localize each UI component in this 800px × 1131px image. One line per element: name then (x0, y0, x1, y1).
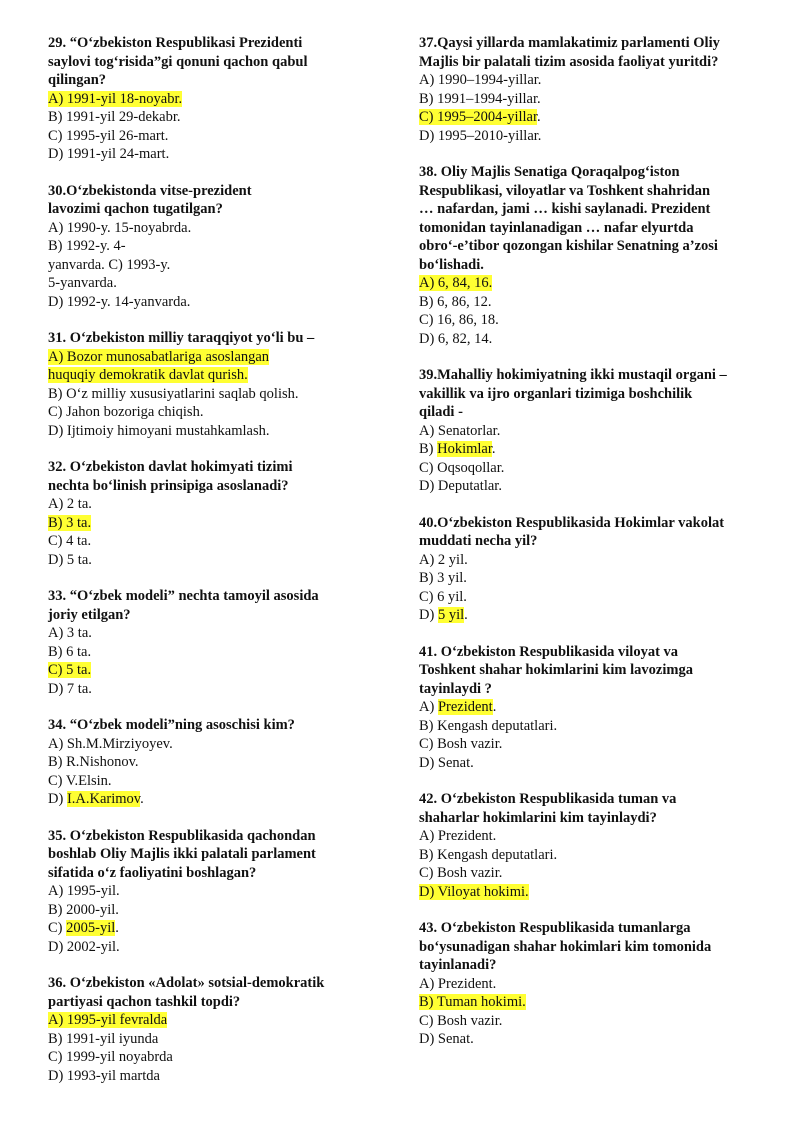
highlighted-answer: A) 6, 84, 16. (419, 275, 493, 291)
question-text (419, 514, 764, 551)
right-column (419, 34, 764, 1067)
answer-option (48, 882, 378, 901)
question-line: 38. Oliy Majlis Senatiga Qoraqalpog‘iston (419, 164, 680, 180)
option-text: . (140, 791, 144, 807)
option-text: D) 5 ta. (48, 551, 92, 568)
highlighted-answer: huquqiy demokratik davlat qurish. (48, 367, 248, 383)
highlighted-answer: C) 5 ta. (48, 662, 92, 678)
highlighted-answer: I.A.Karimov (66, 791, 141, 807)
question-line: 37.Qaysi yillarda mamlakatimiz parlamenti Oliy (419, 35, 720, 51)
question-line: boshlab Oliy Majlis ikki palatali parlament (48, 846, 316, 862)
question-block (419, 366, 764, 496)
answer-option (48, 90, 378, 109)
question-line: 43. O‘zbekiston Respublikasida tumanlarga (419, 920, 691, 936)
question-text (419, 366, 764, 422)
question-line: muddati necha yil? (419, 533, 538, 549)
answer-option (48, 790, 378, 809)
answer-option (48, 403, 378, 422)
option-text: C) 1995-yil 26-mart. (48, 127, 169, 144)
highlighted-answer: C) 1995–2004-yillar (419, 109, 538, 125)
question-text (419, 790, 764, 827)
answer-option (419, 827, 764, 846)
question-line: 35. O‘zbekiston Respublikasida qachondan (48, 827, 316, 844)
answer-option (48, 551, 378, 570)
option-text: A) 2 yil. (419, 551, 468, 568)
question-block (419, 919, 764, 1049)
question-block (48, 34, 378, 164)
option-text: C) 4 ta. (48, 533, 92, 549)
option-text: yanvarda. C) 1993-y. (48, 256, 171, 273)
option-text: C) 6 yil. (419, 588, 467, 605)
question-line: shaharlar hokimlarini kim tayinlaydi? (419, 809, 657, 826)
question-line: partiyasi qachon tashkil topdi? (48, 993, 241, 1010)
question-block (419, 163, 764, 348)
question-line: 39.Mahalliy hokimiyatning ikki mustaqil organi – (419, 367, 727, 383)
answer-option (48, 753, 378, 772)
question-line: vakillik va ijro organlari tizimiga boshchilik (419, 385, 693, 402)
answer-option (419, 440, 764, 459)
answer-option (419, 422, 764, 441)
option-text: C) Bosh vazir. (419, 865, 503, 881)
option-text: D) 7 ta. (48, 680, 92, 697)
answer-option (419, 330, 764, 349)
question-text (419, 643, 764, 699)
question-line: joriy etilgan? (48, 606, 131, 623)
answer-option (48, 495, 378, 514)
answer-option (48, 127, 378, 146)
option-text: B) 1991-yil 29-dekabr. (48, 109, 181, 125)
option-text: D) (48, 791, 67, 807)
answer-option (419, 127, 764, 146)
answer-option (419, 846, 764, 865)
question-text (48, 182, 378, 219)
answer-option (419, 975, 764, 994)
option-text: A) 2 ta. (48, 496, 92, 512)
highlighted-answer: 5 yil (437, 607, 465, 623)
question-block (48, 716, 378, 809)
option-text: D) Deputatlar. (419, 478, 502, 494)
answer-option (419, 606, 764, 625)
option-text: B) Kengash deputatlari. (419, 846, 558, 863)
answer-option (419, 864, 764, 883)
option-text: B) 6 ta. (48, 643, 92, 660)
highlighted-answer: A) 1995-yil fevralda (48, 1012, 168, 1028)
option-text: D) 1995–2010-yillar. (419, 127, 542, 144)
answer-option (419, 588, 764, 607)
answer-option (48, 293, 378, 312)
question-block (48, 974, 378, 1085)
answer-option (48, 366, 378, 385)
highlighted-answer: 2005-yil (66, 920, 116, 936)
highlighted-answer: B) 3 ta. (48, 514, 92, 531)
option-text: B) Kengash deputatlari. (419, 717, 558, 734)
answer-option (48, 643, 378, 662)
option-text: B) 1992-y. 4- (48, 238, 126, 254)
question-block (419, 643, 764, 773)
option-text: A) 3 ta. (48, 625, 92, 641)
answer-option (48, 274, 378, 293)
option-text: B) 1991–1994-yillar. (419, 90, 541, 107)
answer-option (48, 735, 378, 754)
option-text: A) Sh.M.Mirziyoyev. (48, 735, 173, 752)
option-text: D) 1991-yil 24-mart. (48, 146, 170, 162)
question-text (419, 919, 764, 975)
question-line: 34. “O‘zbek modeli”ning asoschisi kim? (48, 717, 295, 733)
option-text: B) O‘z milliy xususiyatlarini saqlab qolish. (48, 385, 299, 402)
question-line: sifatida o‘z faoliyatini boshlagan? (48, 864, 257, 881)
highlighted-answer: Hokimlar (437, 441, 492, 457)
question-block (48, 827, 378, 957)
answer-option (419, 477, 764, 496)
option-text: B) 1991-yil iyunda (48, 1030, 159, 1047)
answer-option (48, 680, 378, 699)
option-text: D) Ijtimoiy himoyani mustahkamlash. (48, 422, 270, 439)
highlighted-answer: D) Viloyat hokimi. (419, 883, 529, 900)
answer-option (48, 901, 378, 920)
option-text: 5-yanvarda. (48, 275, 117, 291)
question-block (48, 587, 378, 698)
question-line: 42. O‘zbekiston Respublikasida tuman va (419, 791, 677, 807)
answer-option (419, 717, 764, 736)
option-text: . (491, 441, 496, 457)
highlighted-answer: A) 1991-yil 18-noyabr. (48, 90, 183, 107)
question-line: lavozimi qachon tugatilgan? (48, 201, 223, 217)
answer-option (48, 938, 378, 957)
option-text: D) (419, 607, 438, 623)
answer-option (48, 237, 378, 256)
answer-option (419, 459, 764, 478)
question-line: bo‘lishadi. (419, 256, 484, 273)
answer-option (419, 90, 764, 109)
answer-option (419, 293, 764, 312)
option-text: D) 2002-yil. (48, 938, 120, 955)
answer-option (48, 422, 378, 441)
answer-option (419, 993, 764, 1012)
answer-option (419, 71, 764, 90)
answer-option (419, 311, 764, 330)
question-line: qiladi - (419, 404, 463, 420)
question-line: Toshkent shahar hokimlarini kim lavozimga (419, 662, 693, 678)
answer-option (48, 1011, 378, 1030)
answer-option (419, 698, 764, 717)
question-line: saylovi tog‘risida”gi qonuni qachon qabul (48, 53, 308, 70)
question-line: tayinlaydi ? (419, 680, 492, 697)
highlighted-answer: Prezident (437, 699, 493, 715)
answer-option (48, 145, 378, 164)
answer-option (419, 754, 764, 773)
option-text: C) Bosh vazir. (419, 736, 503, 752)
answer-option (419, 569, 764, 588)
answer-option (48, 385, 378, 404)
answer-option (48, 108, 378, 127)
question-line: qilingan? (48, 72, 107, 88)
option-text: A) Prezident. (419, 975, 497, 992)
question-line: 41. O‘zbekiston Respublikasida viloyat va (419, 643, 679, 660)
option-text: B) 2000-yil. (48, 901, 119, 918)
option-text: A) Senatorlar. (419, 422, 501, 439)
option-text: D) Senat. (419, 1031, 474, 1047)
answer-option (48, 661, 378, 680)
answer-option (419, 883, 764, 902)
highlighted-answer: B) Tuman hokimi. (419, 994, 526, 1010)
question-block (48, 329, 378, 440)
answer-option (48, 514, 378, 533)
answer-option (419, 274, 764, 293)
answer-option (419, 551, 764, 570)
answer-option (48, 532, 378, 551)
option-text: A) (419, 699, 438, 715)
answer-option (48, 348, 378, 367)
answer-option (419, 1012, 764, 1031)
question-text (48, 458, 378, 495)
question-block (48, 458, 378, 569)
option-text: . (492, 699, 497, 715)
question-line: tayinlanadi? (419, 957, 497, 973)
answer-option (48, 919, 378, 938)
question-block (48, 182, 378, 312)
answer-option (48, 1067, 378, 1086)
question-line: 30.O‘zbekistonda vitse-prezident (48, 182, 252, 199)
question-text (419, 34, 764, 71)
question-line: obro‘-e’tibor qozongan kishilar Senatning a’zosi (419, 238, 718, 254)
left-column (48, 34, 378, 1103)
option-text: C) Bosh vazir. (419, 1012, 503, 1029)
question-line: 33. “O‘zbek modeli” nechta tamoyil asosida (48, 588, 319, 604)
answer-option (48, 624, 378, 643)
question-text (48, 827, 378, 883)
question-text (48, 329, 378, 348)
option-text: A) 1990-y. 15-noyabrda. (48, 219, 192, 236)
option-text: C) 16, 86, 18. (419, 312, 499, 328)
option-text: A) 1990–1994-yillar. (419, 72, 542, 88)
option-text: C) Oqsoqollar. (419, 459, 505, 476)
option-text: A) 1995-yil. (48, 883, 120, 899)
question-text (419, 163, 764, 274)
question-text (48, 587, 378, 624)
question-line: Majlis bir palatali tizim asosida faoliyat yuritdi? (419, 53, 719, 70)
question-text (48, 34, 378, 90)
question-line: 36. O‘zbekiston «Adolat» sotsial-demokratik (48, 975, 325, 991)
option-text: D) 6, 82, 14. (419, 330, 493, 347)
question-block (419, 514, 764, 625)
answer-option (419, 108, 764, 127)
answer-option (48, 256, 378, 275)
option-text: B) 3 yil. (419, 570, 467, 586)
question-line: tomonidan tayinlanadigan … nafar elyurtda (419, 219, 694, 236)
answer-option (419, 735, 764, 754)
question-block (419, 34, 764, 145)
option-text: C) (48, 920, 67, 936)
option-text: D) 1993-yil martda (48, 1067, 160, 1084)
answer-option (48, 1048, 378, 1067)
option-text: . (537, 109, 541, 125)
option-text: C) V.Elsin. (48, 772, 112, 789)
option-text: . (115, 920, 119, 936)
question-line: 29. “O‘zbekiston Respublikasi Prezidenti (48, 35, 303, 51)
option-text: D) Senat. (419, 754, 474, 771)
answer-option (419, 1030, 764, 1049)
highlighted-answer: A) Bozor munosabatlariga asoslangan (48, 348, 270, 365)
question-line: bo‘ysunadigan shahar hokimlari kim tomonida (419, 938, 712, 955)
option-text: . (464, 607, 468, 623)
question-block (419, 790, 764, 901)
answer-option (48, 219, 378, 238)
option-text: B) 6, 86, 12. (419, 293, 492, 310)
answer-option (48, 1030, 378, 1049)
question-line: 32. O‘zbekiston davlat hokimyati tizimi (48, 459, 293, 475)
question-line: nechta bo‘linish prinsipiga asoslanadi? (48, 477, 289, 494)
option-text: B) R.Nishonov. (48, 754, 139, 770)
question-text (48, 974, 378, 1011)
option-text: B) (419, 441, 438, 457)
question-line: 31. O‘zbekiston milliy taraqqiyot yo‘li bu – (48, 330, 315, 346)
question-line: … nafardan, jami … kishi saylanadi. Prezident (419, 201, 711, 217)
question-line: Respublikasi, viloyatlar va Toshkent shahridan (419, 182, 711, 199)
option-text: C) 1999-yil noyabrda (48, 1049, 173, 1065)
option-text: D) 1992-y. 14-yanvarda. (48, 293, 191, 310)
option-text: C) Jahon bozoriga chiqish. (48, 404, 204, 420)
option-text: A) Prezident. (419, 828, 497, 844)
question-text (48, 716, 378, 735)
question-line: 40.O‘zbekiston Respublikasida Hokimlar vakolat (419, 514, 725, 531)
answer-option (48, 772, 378, 791)
